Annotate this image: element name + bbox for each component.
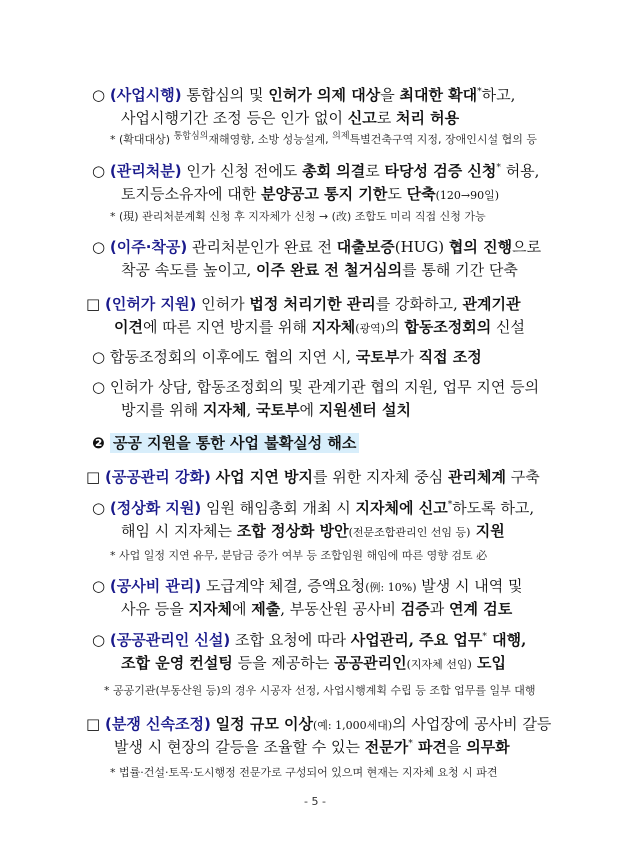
item-permit-support-line1: □ (인허가 지원) 인허가 법정 처리기한 관리를 강화하고, 관계기관 <box>86 295 521 313</box>
item-business-execution-line1: ○ (사업시행) 통합심의 및 인허가 의제 대상을 최대한 확대*하고, <box>92 86 516 104</box>
note-management-disposal: * (現) 관리처분계획 신청 후 지자체가 신청 → (改) 조합도 미리 직접 신청 가능 <box>110 210 486 223</box>
bullet-square: □ <box>86 468 101 486</box>
item-relocation-construction-line2: 착공 속도를 높이고, 이주 완료 전 철거심의를 통해 기간 단축 <box>121 261 518 279</box>
item-key: (공사비 관리) <box>109 577 202 595</box>
item-construction-cost-line2: 사유 등을 지자체에 제출, 부동산원 공사비 검증과 연계 검토 <box>121 600 513 618</box>
bullet-circle: ○ <box>92 577 106 595</box>
note-business-execution: * (확대대상) $^{통합심의}$재해영향, 소방 성능설계, $^{의제}$특별건축구역 지정, 장애인시설 협의 등 <box>110 131 538 146</box>
item-relocation-construction-line1: ○ (이주·착공) 관리처분인가 완료 전 대출보증(HUG) 협의 진행으로 <box>92 238 542 256</box>
item-dispute-mediation-line2: 발생 시 현장의 갈등을 조율할 수 있는 전문가* 파견을 의무화 <box>114 738 510 756</box>
item-public-manager-line2: 조합 운영 컨설팅 등을 제공하는 공공관리인(지자체 선임) 도입 <box>121 654 507 672</box>
item-key: (공공관리인 신설) <box>109 631 231 649</box>
item-key: (정상화 지원) <box>109 499 202 517</box>
note-public-manager: * 공공기관(부동산원 등)의 경우 시공자 선정, 사업시행계획 수립 등 조합 업무를 일부 대행 <box>104 684 536 697</box>
item-key: (인허가 지원) <box>104 295 197 313</box>
note-dispute-mediation: * 법률·건설·토목·도시행정 전문가로 구성되어 있으며 현재는 지자체 요청 시 파견 <box>110 766 498 779</box>
item-public-manager-line1: ○ (공공관리인 신설) 조합 요청에 따라 사업관리, 주요 업무* 대행, <box>92 631 527 649</box>
item-dispute-mediation-line1: □ (분쟁 신속조정) 일정 규모 이상(예: 1,000세대)의 사업장에 공사비 갈등 <box>86 715 552 733</box>
section-heading <box>92 432 359 453</box>
section-number: ❷ <box>92 434 105 452</box>
item-key: (사업시행) <box>109 86 182 104</box>
item-support-center-line1: ○ 인허가 상담, 합동조정회의 및 관계기관 협의 지원, 업무 지연 등의 <box>92 378 540 396</box>
item-permit-support-line2: 이견에 따른 지연 방지를 위해 지자체(광역)의 합동조정회의 신설 <box>114 318 526 336</box>
bullet-square: □ <box>86 295 101 313</box>
bullet-circle: ○ <box>92 499 106 517</box>
page-number: - 5 - <box>304 795 326 808</box>
item-management-disposal-line2: 토지등소유자에 대한 분양공고 통지 기한도 단축(120→90일) <box>121 185 499 203</box>
bullet-circle: ○ <box>92 631 106 649</box>
bullet-circle: ○ <box>92 238 106 256</box>
item-management-disposal-line1: ○ (관리처분) 인가 신청 전에도 총회 의결로 타당성 검증 신청* 허용, <box>92 162 540 180</box>
item-construction-cost-line1: ○ (공사비 관리) 도급계약 체결, 증액요청(例: 10%) 발생 시 내역 및 <box>92 577 523 595</box>
item-key: (분쟁 신속조정) <box>104 715 211 733</box>
item-joint-coordination: ○ 합동조정회의 이후에도 협의 지연 시, 국토부가 직접 조정 <box>92 348 482 366</box>
item-business-execution-line2: 사업시행기간 조정 등은 인가 없이 신고로 처리 허용 <box>121 109 460 127</box>
item-public-management: □ (공공관리 강화) 사업 지연 방지를 위한 지자체 중심 관리체계 구축 <box>86 468 540 486</box>
item-key: (관리처분) <box>109 162 182 180</box>
item-support-center-line2: 방지를 위해 지자체, 국토부에 지원센터 설치 <box>121 401 411 419</box>
section-title: 공공 지원을 통한 사업 불확실성 해소 <box>110 433 359 453</box>
item-key: (공공관리 강화) <box>104 468 211 486</box>
bullet-circle: ○ <box>92 86 106 104</box>
bullet-square: □ <box>86 715 101 733</box>
item-normalization-line1: ○ (정상화 지원) 임원 해임총회 개최 시 지자체에 신고*하도록 하고, <box>92 499 535 517</box>
bullet-circle: ○ <box>92 162 106 180</box>
item-key: (이주·착공) <box>109 238 188 256</box>
note-normalization: * 사업 일정 지연 유무, 분담금 증가 여부 등 조합임원 해임에 따른 영향 검토 必 <box>110 549 488 562</box>
bullet-circle: ○ <box>92 378 106 396</box>
bullet-circle: ○ <box>92 348 106 366</box>
item-normalization-line2: 해임 시 지자체는 조합 정상화 방안(전문조합관리인 선임 등) 지원 <box>121 522 505 540</box>
